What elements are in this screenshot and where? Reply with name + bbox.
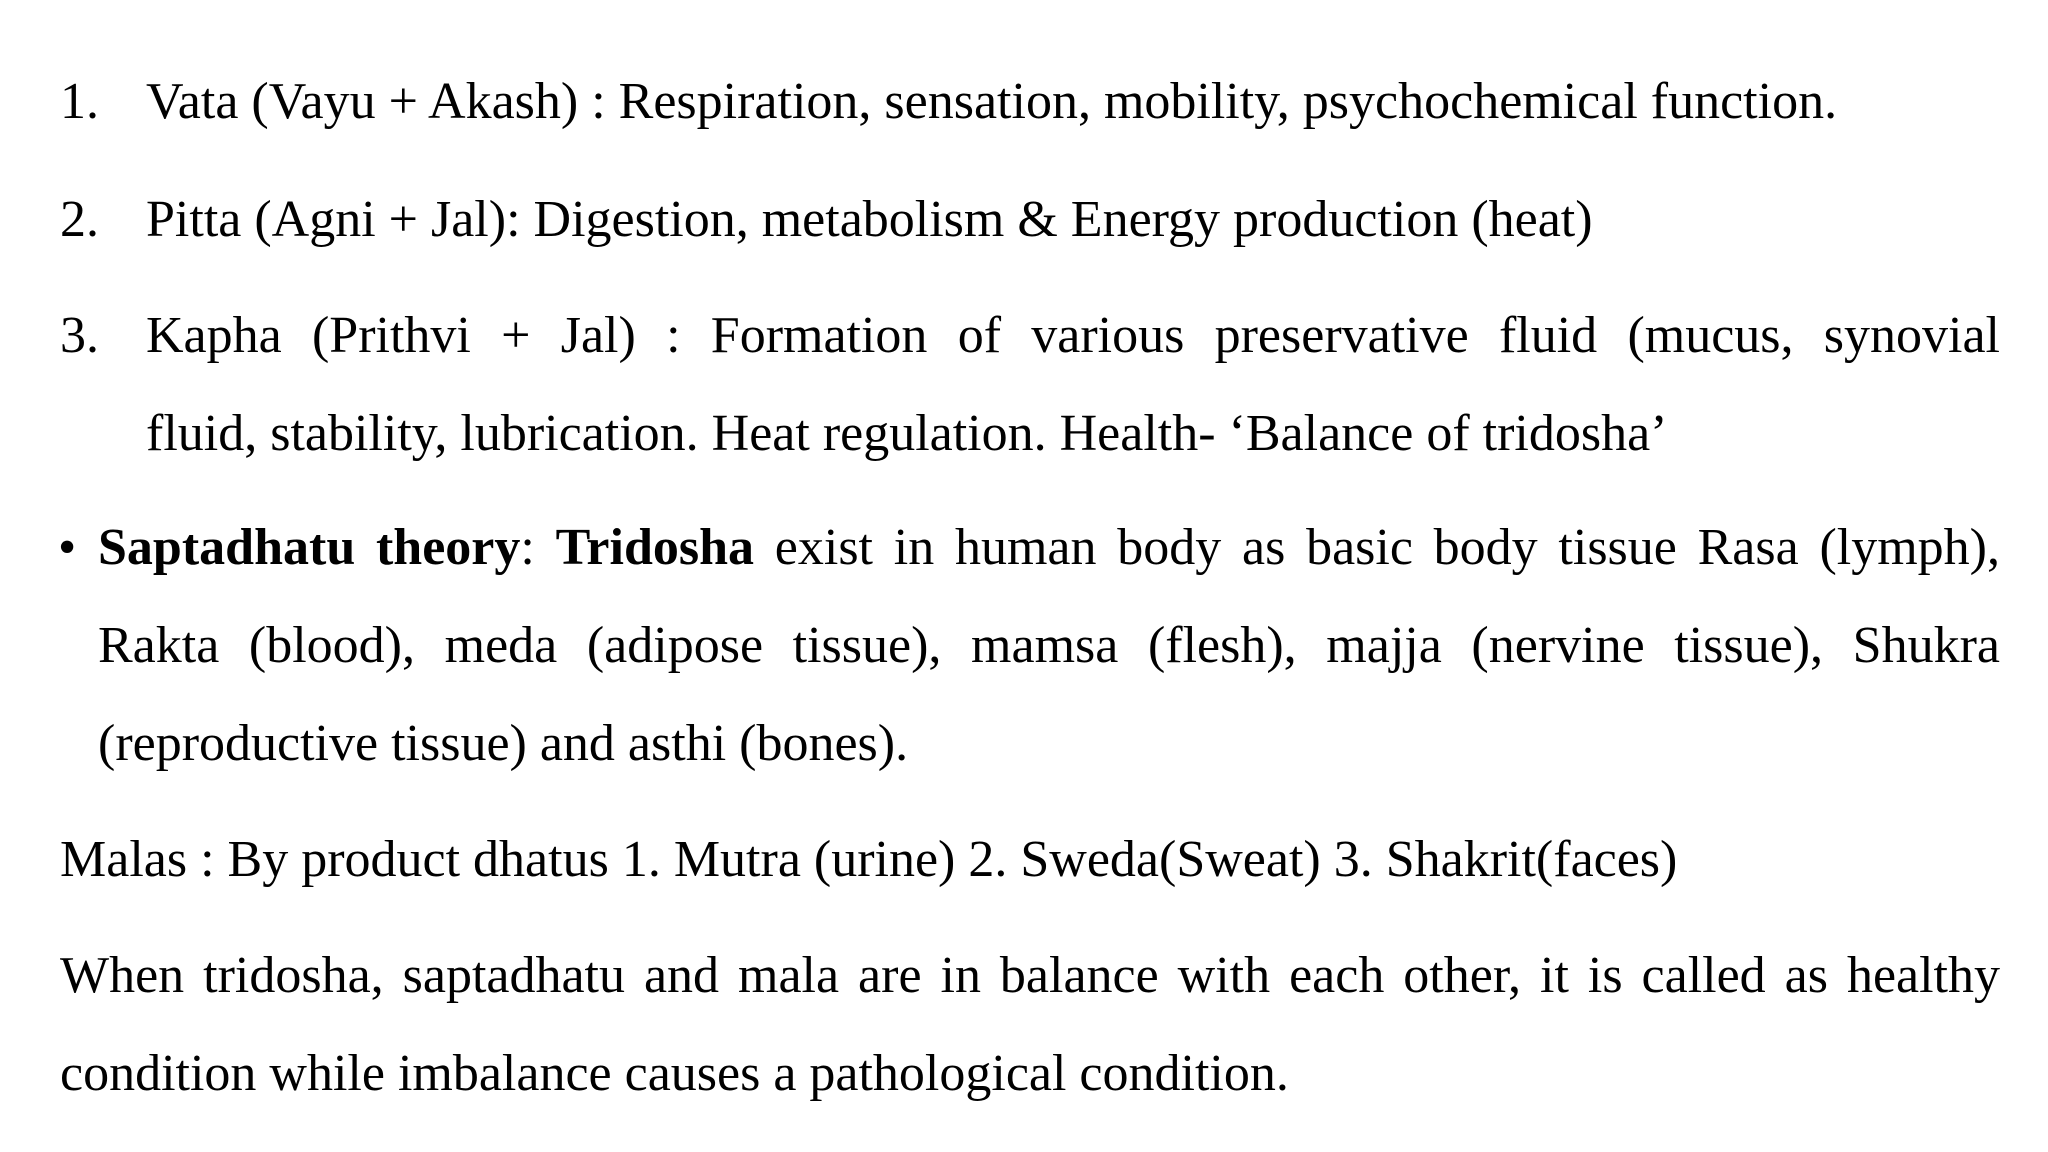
saptadhatu-line3: (reproductive tissue) and asthi (bones). [98, 715, 909, 772]
list-item-kapha-line2: fluid, stability, lubrication. Heat regulation. Health- ‘Balance of tridosha’ [146, 405, 1668, 462]
list-item-kapha-line1: Kapha (Prithvi + Jal) : Formation of various preservative fluid (mucus, synovial [146, 307, 2000, 364]
saptadhatu-line1-rest: exist in human body as basic body tissue Rasa (lymph), [754, 519, 2000, 576]
list-number-1: 1. [60, 73, 99, 130]
tridosha-term: Tridosha [555, 519, 755, 576]
conclusion-line1: When tridosha, saptadhatu and mala are in balance with each other, it is called as healthy [60, 947, 2000, 1004]
list-item-pitta: Pitta (Agni + Jal): Digestion, metabolism & Energy production (heat) [146, 191, 1593, 248]
list-number-2: 2. [60, 191, 99, 248]
saptadhatu-line2: Rakta (blood), meda (adipose tissue), mamsa (flesh), majja (nervine tissue), Shukra [98, 617, 2000, 674]
list-item-vata: Vata (Vayu + Akash) : Respiration, sensation, mobility, psychochemical function. [146, 73, 1838, 130]
saptadhatu-line1 [98, 518, 2000, 578]
bullet-icon: • [58, 519, 77, 576]
saptadhatu-term: Saptadhatu theory [98, 519, 521, 576]
malas-text: Malas : By product dhatus 1. Mutra (urine) 2. Sweda(Sweat) 3. Shakrit(faces) [60, 831, 1678, 888]
list-number-3: 3. [60, 307, 99, 364]
conclusion-line2: condition while imbalance causes a pathological condition. [60, 1045, 1289, 1102]
saptadhatu-separator: : [520, 519, 556, 576]
